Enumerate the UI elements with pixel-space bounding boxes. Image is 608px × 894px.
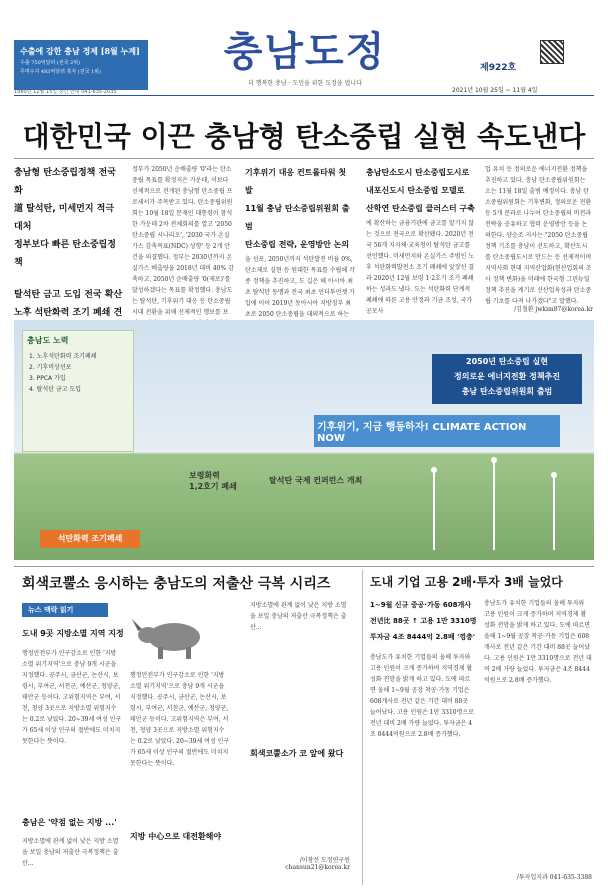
lower-right-para-col2: 충남도가 유치한 기업들의 올해 투자와 고용 인원이 크게 증가하며 지역경제 활성화 전망을 밝게 하고 있다. 도에 따르면 올해 1~9월 공장 착공·가동 기업은 608개사로 전년 같은 기간 대비 88곳 늘어났다. 고용 인원은 1만 3310명으로 전년 대비 2배 가량 늘었다. 투자금은 4조 8444억원으로 2.8배 증가했다. <box>484 600 592 684</box>
subhead: 내포신도시 탄소중립 모델로 <box>366 186 465 195</box>
lower-right-subhead: 투자금 4조 8444억 2.8배 '껑충' <box>370 633 475 641</box>
panel-item: 1. 노후석탄화력 조기폐쇄 <box>29 353 97 360</box>
wind-turbines-graphic <box>404 450 584 550</box>
column-4 <box>366 164 476 313</box>
climate-banner: 기후위기, 지금 행동하자! CLIMATE ACTION NOW <box>314 415 560 447</box>
slogan: 더 행복한 충남 · 도민을 위한 도정을 엽니다 <box>248 80 362 87</box>
conference-label: 탈석탄 국제 컨퍼런스 개최 <box>269 476 363 485</box>
lower-left-para-col3: 지방소멸에 관계 없이 낮은 지방 소멸을 보일 충남의 저출산 극복정책은 출산... <box>250 602 347 631</box>
top-rule <box>14 95 594 96</box>
boryeong-label: 보령화력 1,2호기 폐쇄 <box>189 471 237 491</box>
column-2-text: 정부가 2050년 순배출량 '0'라는 탄소중립 목표를 확정지은 가운데, 이보다 선제적으로 전개된 충남형 탄소중립 프로세서가 주목받고 있다. 탄소중립위원회는 10월 18일 문재인 대통령이 참석한 가운데 2차 전체회의를 열고 '2050 탄소중립 시나리오', '2030 국가 온실가스 감축목표(NDC) 상향' 등 2개 안건을 의결했다. 정부는 2030년까지 온실가스 배출량을 2018년 대비 40% 감축하고, 2050년 순배출량 '0(제로)'를 달성하겠다는 목표를 확정했다. 충남도는 탈석탄, 기후위기 대응 등 탄소중립 시대 전환을 위해 선제적인 행보를 보 <box>132 166 234 316</box>
subhead: 기후위기 대응 컨트롤타워 첫 발 <box>245 168 347 195</box>
lower-right-subhead: 전년比 88곳 ↑ 고용 1만 3310명 <box>370 617 477 625</box>
panel-item: 2. 기후비상선포 <box>29 364 72 371</box>
caption-box <box>432 354 582 404</box>
lower-left-para-col2: 행정안전부가 인구감소로 인한 '지방소멸 위기지역'으로 충남 9개 시군을 지정했다. 공주시, 금산군, 논산시, 보령시, 부여군, 서천군, 예산군, 청양군, 태안군 등이다. 고위험지역은 부여, 서천, 청양 3곳으로 지방소멸 위험지수는 0.2로 낮았다. 20~39세 여성 인구가 65세 이상 인구의 절반에도 미치지 못한다는 뜻이다. <box>130 672 230 767</box>
masthead-box-line1: 수출에 강한 충남 경제 [8월 누계] <box>20 46 140 56</box>
section-rule <box>14 566 594 567</box>
headline-rule <box>14 158 594 159</box>
news-context-badge: 뉴스 맥락 읽기 <box>22 603 108 617</box>
newspaper-logo: 충남도정 <box>223 29 387 75</box>
subhead: 충남탄소도시 탄소중립도시로 <box>366 168 470 177</box>
subhead: 노후 석탄화력 조기 폐쇄 견 <box>14 308 123 318</box>
caption-line: 정의로운 에너지전환 정책추진 <box>453 372 561 381</box>
lower-left-subhead: 지방 中心으로 대전환해야 <box>130 832 222 841</box>
lower-left-subhead: 회색코뿔소가 코 앞에 왔다 <box>250 749 344 758</box>
qr-code-icon <box>540 40 564 64</box>
caption-line: 2050년 탄소중립 실현 <box>466 357 548 366</box>
subhead: 탈석탄 금고 도입 전국 확산 <box>14 290 123 300</box>
subhead: 산학연 탄소중립 클러스터 구축 <box>366 204 475 213</box>
lower-left-para: 행정안전부가 인구감소로 인한 '지방소멸 위기지역'으로 충남 9개 시군을 지정했다. 공주시, 금산군, 논산시, 보령시, 부여군, 서천군, 예산군, 청양군, 태안군 등이다. 고위험지역은 부여, 서천, 청양 3곳으로 지방소멸 위험지수는 0.2로 낮았다. 20~39세 여성 인구가 65세 이상 인구의 절반에도 미치지 못한다는 뜻이다. <box>22 650 122 745</box>
subhead: 정부보다 빠른 탄소중립정책 <box>14 240 116 268</box>
column-3-text: 을 선포, 2050년까지 석탄발전 비율 0%, 탄소제로 실현 등 원대한 목표를 수립해 각종 정책을 추진하고, 도 길은 해 아시아 최초 탈석탄 동맹과 전국 최초 언더투언젯 가입에 이어 2019년 동아시아 지방정부 최초로 2050 탄소중립을 대외적으로 하는 <box>245 256 355 318</box>
main-headline: 대한민국 이끈 충남형 탄소중립 실현 속도낸다 <box>22 120 586 153</box>
masthead-box-line3: 무역수지 483억달러 흑자 (전국 1위) <box>20 69 101 75</box>
lower-right-subhead: 1~9월 신규 중공·가동 608개사 <box>370 601 472 609</box>
lower-left-title: 회색코뿔소 응시하는 충남도의 저출산 극복 시리즈 <box>22 576 331 592</box>
lower-left-subhead: 충남은 '약점 없는 지방 ...' <box>22 818 117 827</box>
lower-right-para: 충남도가 유치한 기업들의 올해 투자와 고용 인원이 크게 증가하며 지역경제 활성화 전망을 밝게 하고 있다. 도에 따르면 올해 1~9월 공장 착공·가동 기업은 608개사로 전년 같은 기간 대비 88곳 늘어났다. 고용 인원은 1만 3310명으로 전년 대비 2배 가량 늘었다. 투자금은 4조 8444억원으로 2.8배 증가했다. <box>370 654 474 738</box>
caption-line: 충남 탄소중립위원회 출범 <box>461 387 553 396</box>
lower-left-byline: /이창선 도정연구원 chansun21@korea.kr <box>285 857 350 871</box>
edition-number: 제922호 <box>480 63 517 73</box>
byline: /김철환 jwkim87@korea.kr <box>514 306 593 313</box>
subhead: 탄소중립 전략, 운영방안 논의 <box>245 240 350 249</box>
rhino-icon <box>130 605 210 665</box>
column-5-text: 업 유치 등 정의로운 에너지전환 정책을 추진하고 있다. 충남 탄소중립위원회는 오는 11월 18일 출범 예정이다. 충남 탄소중립위원회는 기후변화, 정의로운 전환 등 5개 분과로 나누어 탄소중립의 비전과 전략을 공유하고 협력 운영방안 등을 논의한다. 양승조 지사는 "2050 탄소중립 정책 기조를 충남이 선도하고, 확산도시를 탄소중립도시로 만드는 등 선제적이며 지역사회 현대 지역산업화(현산업회의 조사 정책 변화)을 미래에 한국형 그린뉴딜 정책 추진을 계기로 신산업육성과 탄소중립 기초를 다져 나가겠다"고 말했다. <box>485 166 592 305</box>
panel-item: 3. PPCA 가입 <box>29 375 66 382</box>
column-5 <box>485 164 593 313</box>
column-4-text: 에 확산하는 금융기관에 금고를 맡기지 않는 것으로 전국으로 확산됐다. 2020년 전국 56개 지자체·교육청이 탈석탄 금고를 선언했다. 미세먼지와 온실가스 주범인 노후 석탄화력발전소 조기 폐쇄에 앞장선 결과 2020년 12월 보령 1·2호기 조기 폐쇄하는 성과도 냈다. 도는 석탄화력 단계적 폐쇄에 따른 고용 안정과 기금 조성, 국가 공모사 <box>366 220 475 315</box>
lower-left-subhead: 도내 9곳 지방소멸 지역 지정 <box>22 629 124 638</box>
coal-closure-label: 석탄화력 조기폐쇄 <box>40 530 140 548</box>
lower-right-byline: /투자입지과 041-635-3388 <box>516 874 592 881</box>
edition-dates: 2021년 10월 25일 ~ 11월 4일 <box>452 87 538 94</box>
masthead-info-box <box>14 40 148 90</box>
effort-panel <box>22 330 134 452</box>
panel-item: 4. 탈석탄 금고 도입 <box>29 386 82 393</box>
panel-title: 충남도 노력 <box>27 336 69 345</box>
subhead: 11월 충남 탄소중립위원회 출범 <box>245 204 350 231</box>
lower-left-para: 지방소멸에 관계 없이 낮은 지방 소멸을 보일 충남의 저출산 극복정책은 출산... <box>22 838 119 867</box>
founded-line: 1980년 12월 15일 창간 안내 041-635-2035 <box>14 89 117 95</box>
subhead: 충남형 탄소중립정책 전국화 <box>14 168 116 196</box>
masthead-box-line2: 수출 750억달러 (전국 2위) <box>20 60 81 66</box>
subhead: 道 탈석탄, 미세먼지 적극 대처 <box>14 204 115 232</box>
lower-right-title: 도내 기업 고용 2배·투자 3배 늘었다 <box>370 575 563 589</box>
column-divider <box>362 570 363 885</box>
